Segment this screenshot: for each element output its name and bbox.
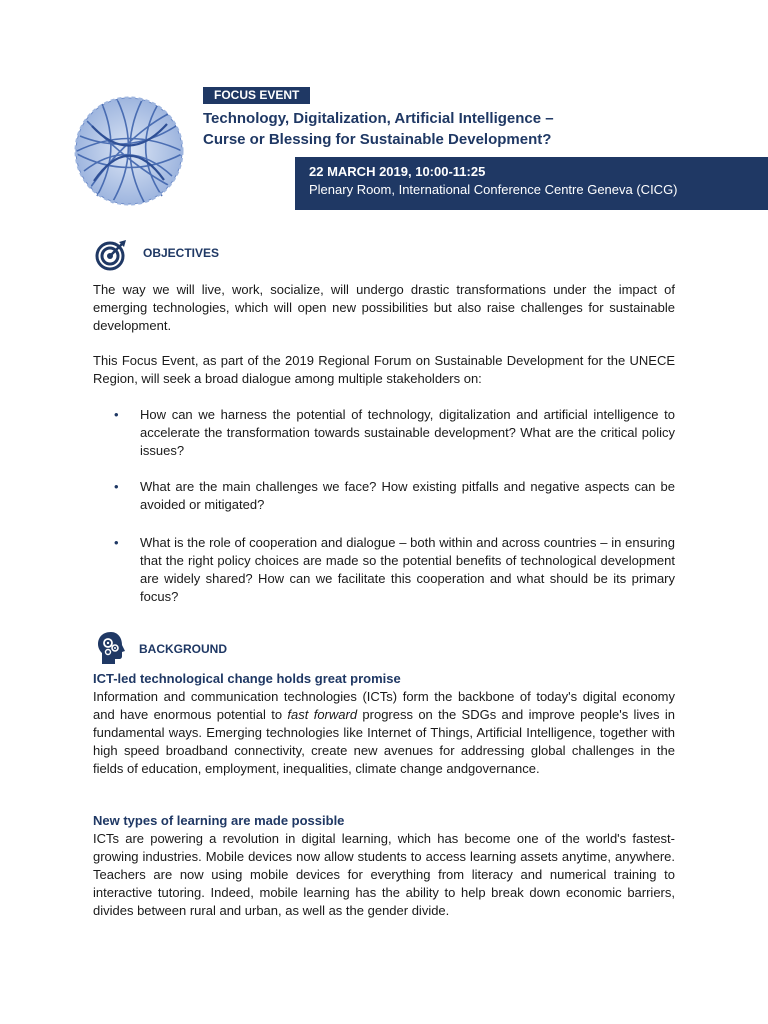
list-item (113, 406, 675, 460)
background-paragraph-2: ICTs are powering a revolution in digital learning, which has become one of the world's fastest-growing industries. Mobile devices now allow students to access learning assets anytime, anywhere. Teachers are now using mobile devices for everything from literacy and numerical training to interactive tutoring. Indeed, mobile learning has the ability to help break down economic barriers, divides between rural and urban, as well as the gender divide. (93, 831, 675, 918)
paragraph-text: progress on the SDGs and improve people's lives in fundamental ways. Emerging technologies like Internet of Things, Artificial Intelligence, together with high speed broadband connectivity, create new avenues for addressing global challenges in the fields of education, employment, inequalities, climate change andgovernance. (93, 707, 676, 776)
target-icon (95, 239, 127, 271)
bullet-marker: • (114, 479, 119, 494)
head-gears-icon (97, 631, 127, 665)
bullet-text: How can we harness the potential of technology, digitalization and artificial intelligence to accelerate the transformation towards sustainable development? What are the critical policy issues? (140, 407, 675, 458)
bullet-text: What are the main challenges we face? How existing pitfalls and negative aspects can be avoided or mitigated? (140, 479, 675, 512)
bullet-marker: • (114, 535, 119, 550)
title-line-1: Technology, Digitalization, Artificial Intelligence – (203, 110, 554, 127)
background-subheading-2: New types of learning are made possible (93, 813, 345, 828)
event-date: 22 MARCH 2019, 10:00-11:25 (309, 164, 486, 179)
page-title (203, 108, 623, 150)
list-item (113, 534, 675, 606)
paragraph-text: Information and communication technologies (ICTs) form the backbone of today's digital economy and have enormous potential to (93, 689, 675, 722)
background-heading: BACKGROUND (139, 642, 227, 656)
network-globe-icon (72, 96, 186, 206)
objectives-bullet-list (113, 406, 675, 606)
event-venue: Plenary Room, International Conference Centre Geneva (CICG) (309, 182, 678, 197)
date-venue-banner (295, 157, 768, 210)
objectives-paragraph-2: This Focus Event, as part of the 2019 Regional Forum on Sustainable Development for the UNECE Region, will seek a broad dialogue among multiple stakeholders on: (93, 353, 675, 386)
objectives-paragraph-1: The way we will live, work, socialize, will undergo drastic transformations under the impact of emerging technologies, which will open new possibilities but also raise challenges for sustainable development. (93, 282, 675, 333)
bullet-text: What is the role of cooperation and dialogue – both within and across countries – in ensuring that the right policy choices are made so the potential benefits of technological development are widely shared? How can we facilitate this cooperation and what should be its primary focus? (140, 535, 675, 604)
list-item (113, 478, 675, 514)
focus-event-tag: FOCUS EVENT (203, 87, 310, 104)
background-subheading-1: ICT-led technological change holds great promise (93, 671, 401, 686)
objectives-heading: OBJECTIVES (143, 246, 220, 260)
background-paragraph-1 (93, 688, 675, 778)
bullet-marker: • (114, 407, 119, 422)
emphasis-text: fast forward (287, 707, 358, 722)
title-line-2: Curse or Blessing for Sustainable Development? (203, 131, 552, 148)
